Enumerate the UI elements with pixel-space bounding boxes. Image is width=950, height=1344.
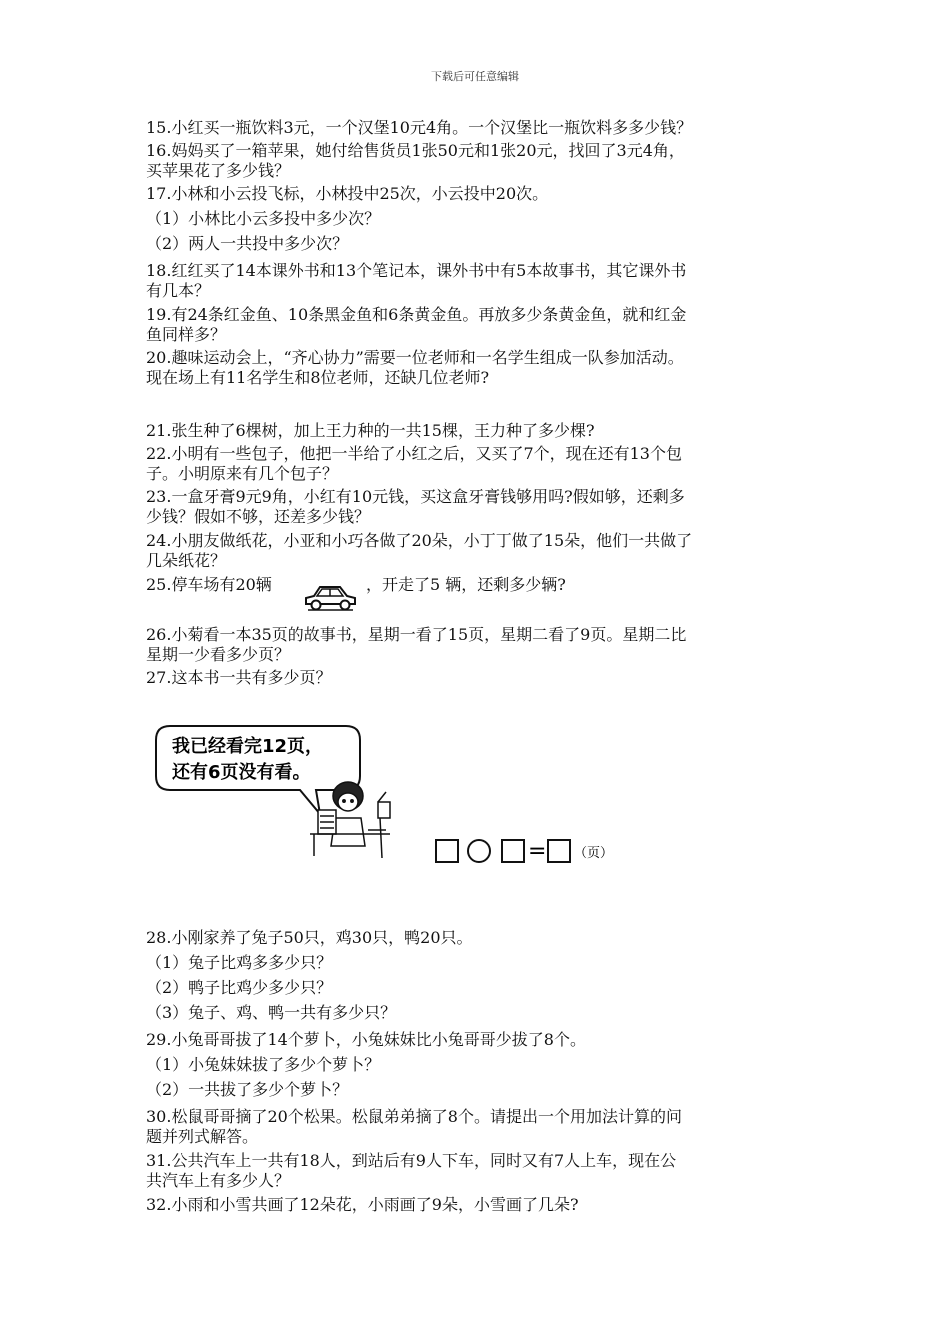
reading-boy-icon <box>310 782 390 858</box>
problem-line: 25.停车场有20辆 <box>146 575 272 594</box>
answer-box <box>548 840 570 862</box>
problem-line: （1）小林比小云多投中多少次？ <box>146 209 381 228</box>
equals-sign: = <box>528 839 547 864</box>
problem-line: 30.松鼠哥哥摘了20个松果。松鼠弟弟摘了8个。请提出一个用加法计算的问 <box>146 1107 682 1126</box>
unit-label: （页） <box>574 846 614 861</box>
problem-line: 26.小菊看一本35页的故事书，星期一看了15页，星期二看了9页。星期二比 <box>146 625 687 644</box>
car-icon <box>300 576 360 616</box>
problem-line: （2）一共拔了多少个萝卜？ <box>146 1080 349 1099</box>
problem-line: 22.小明有一些包子，他把一半给了小红之后，又买了7个，现在还有13个包 <box>146 444 682 463</box>
problem-line: 29.小兔哥哥拔了14个萝卜，小兔妹妹比小兔哥哥少拔了8个。 <box>146 1030 586 1049</box>
operator-circle <box>468 840 490 862</box>
problem-line: 16.妈妈买了一箱苹果，她付给售货员1张50元和1张20元，找回了3元4角， <box>146 141 685 160</box>
problem-line: 20.趣味运动会上，“齐心协力”需要一位老师和一名学生组成一队参加活动。 <box>146 348 684 367</box>
problem-line: 23.一盒牙膏9元9角，小红有10元钱，买这盒牙膏钱够用吗?假如够，还剩多 <box>146 487 685 506</box>
problem-line: 28.小刚家养了兔子50只，鸡30只，鸭20只。 <box>146 928 473 947</box>
problem-line: 子。小明原来有几个包子？ <box>146 464 339 483</box>
problem-line: 21.张生种了6棵树，加上王力种的一共15棵，王力种了多少棵? <box>146 421 595 440</box>
problem-line: 17.小林和小云投飞标，小林投中25次，小云投中20次。 <box>146 184 549 203</box>
problem-line: 鱼同样多？ <box>146 325 227 344</box>
problem-line: 现在场上有11名学生和8位老师，还缺几位老师? <box>146 368 490 387</box>
page-header: 下载后可任意编辑 <box>431 70 519 83</box>
answer-box <box>436 840 458 862</box>
problem-line: 题并列式解答。 <box>146 1127 259 1146</box>
reading-figure <box>150 718 650 868</box>
problem-line: （1）小兔妹妹拔了多少个萝卜？ <box>146 1055 381 1074</box>
problem-line: （2）鸭子比鸡少多少只？ <box>146 978 333 997</box>
problem-line: 32.小雨和小雪共画了12朵花，小雨画了9朵，小雪画了几朵? <box>146 1195 579 1214</box>
bubble-text-1: 我已经看完12页， <box>172 736 324 757</box>
problem-line: （2）两人一共投中多少次？ <box>146 234 349 253</box>
problem-line: 共汽车上有多少人？ <box>146 1171 291 1190</box>
problem-line: 31.公共汽车上一共有18人，到站后有9人下车，同时又有7人上车，现在公 <box>146 1151 677 1170</box>
problem-line: 18.红红买了14本课外书和13个笔记本，课外书中有5本故事书，其它课外书 <box>146 261 687 280</box>
problem-line: 少钱？假如不够，还差多少钱？ <box>146 507 371 526</box>
bubble-text-2: 还有6页没有看。 <box>172 762 311 783</box>
problem-line: 几朵纸花？ <box>146 551 227 570</box>
problem-line: ，开走了5 辆，还剩多少辆? <box>366 575 566 594</box>
problem-line: 有几本？ <box>146 281 211 300</box>
speech-bubble <box>156 726 360 814</box>
problem-line: （1）兔子比鸡多多少只？ <box>146 953 333 972</box>
problem-line: 19.有24条红金鱼、10条黑金鱼和6条黄金鱼。再放多少条黄金鱼，就和红金 <box>146 305 687 324</box>
problem-line: 15.小红买一瓶饮料3元，一个汉堡10元4角。一个汉堡比一瓶饮料多多少钱？ <box>146 118 693 137</box>
problem-line: 27.这本书一共有多少页？ <box>146 668 332 687</box>
problem-line: 星期一少看多少页？ <box>146 645 291 664</box>
answer-box <box>502 840 524 862</box>
problem-line: （3）兔子、鸡、鸭一共有多少只？ <box>146 1003 397 1022</box>
problem-line: 买苹果花了多少钱？ <box>146 161 291 180</box>
problem-line: 24.小朋友做纸花，小亚和小巧各做了20朵，小丁丁做了15朵，他们一共做了 <box>146 531 693 550</box>
